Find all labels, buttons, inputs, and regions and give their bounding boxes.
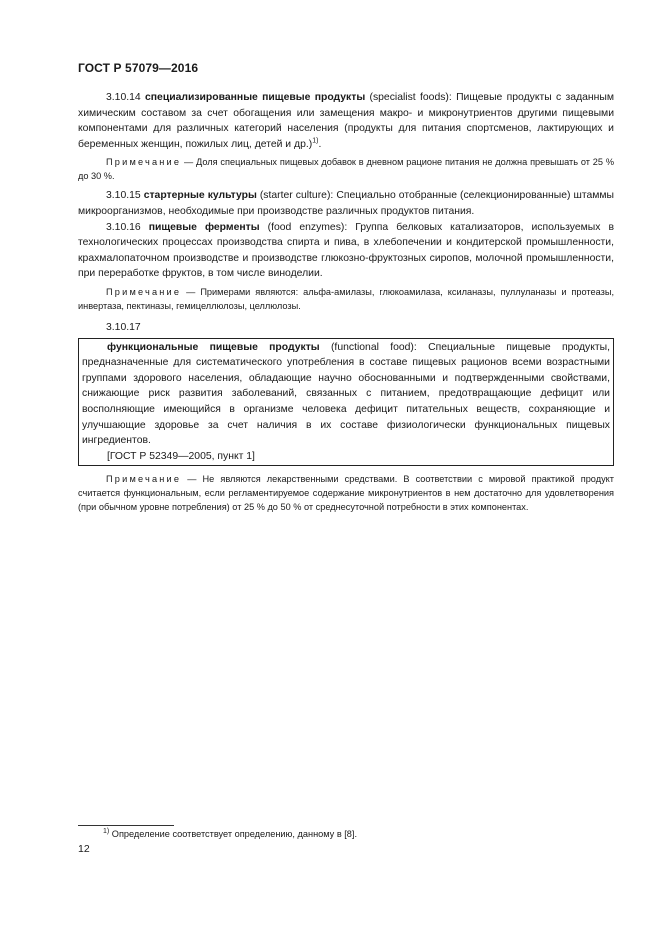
clause-definition: Специальные пищевые продукты, предназначенные для систематического употребления в составе пищевых рационов всеми возрастными группами здорового населения, обладающие научно обоснованными и подтвержденными свойствами, снижающие риск развития заболеваний, связанных с питанием, предотвращающие дефицит или восполняющие имеющийся в организме человека дефицит питательных веществ, сохраняющие и улучшающие здоровье за счет наличия в их составе физиологически функциональных пищевых ингредиентов. — [82, 341, 611, 447]
boxed-definition — [78, 338, 614, 467]
clause-english-term: (food enzymes): — [267, 221, 348, 233]
clause-3-10-17-number: 3.10.17 — [106, 321, 141, 333]
clause-end-period: . — [318, 138, 322, 150]
source-reference: [ГОСТ Р 52349—2005, пункт 1] — [107, 450, 255, 462]
note-label: Примечание — [106, 157, 182, 168]
note-3-10-16 — [78, 285, 614, 313]
clause-english-term: (specialist foods): — [369, 92, 452, 103]
footnote-reference[interactable]: 1) — [312, 137, 319, 145]
note-3-10-17 — [78, 472, 614, 514]
clause-3-10-15 — [78, 188, 614, 219]
clause-english-term: (starter culture): — [259, 190, 334, 202]
clause-number: 3.10.15 — [106, 190, 141, 202]
footnote-mark: 1) — [103, 827, 110, 835]
footnote-text: Определение соответствует определению, данному в [8]. — [111, 829, 358, 839]
clause-number: 3.10.14 — [106, 92, 141, 103]
footnote — [103, 829, 357, 839]
clause-term: специализированные пищевые продукты — [144, 92, 366, 103]
clause-definition: Пищевые продукты с заданным химическим составом за счет обогащения или замещения макро- и микронутриентов другими пищевыми компонентами для различных категорий населения (продукты для питания спортсменов, лактирующих и беременных женщин, пожилых лиц, детей и др.) — [78, 92, 615, 150]
footnote-separator — [78, 825, 174, 826]
document-header: ГОСТ Р 57079—2016 — [78, 61, 199, 75]
note-label: Примечание — [106, 286, 182, 297]
clause-3-10-14 — [78, 90, 614, 152]
clause-3-10-16 — [78, 220, 614, 282]
note-text: — Доля специальных пищевых добавок в дневном рационе питания не должна превышать от 25 % до 30 %. — [78, 157, 614, 182]
clause-term: функциональные пищевые продукты — [107, 341, 320, 353]
note-text: — Не являются лекарственными средствами. В соответствии с мировой практикой продукт считается функциональным, если регламентируемое содержание микронутриентов в нем достаточно для удовлетворения (при обычном уровне потребления) от 25 % до 50 % от среднесуточной потребности в этих компонентах. — [78, 474, 614, 513]
clause-definition: Группа белковых катализаторов, используемых в технологических процессах производства спирта и пива, в хлебопечении и кондитерской промышленности, крахмалопаточном производстве и производстве глюкозно-фруктозных сиропов, молочной промышленности, при переработке фруктов, в том числе виноделии. — [78, 221, 614, 280]
clause-term: стартерные культуры — [143, 190, 257, 202]
clause-term: пищевые ферменты — [148, 221, 260, 233]
page-number: 12 — [78, 843, 90, 855]
clause-3-10-17 — [82, 340, 610, 449]
note-3-10-14 — [78, 155, 614, 183]
clause-english-term: (functional food): — [330, 341, 417, 353]
clause-definition: Специально отобранные (селекционированные) штаммы микроорганизмов, необходимые при производстве различных продуктов питания. — [78, 190, 614, 217]
note-label: Примечание — [106, 474, 182, 485]
note-text: — Примерами являются: альфа-амилазы, глюкоамилаза, ксиланазы, пуллуланазы и протеазы, инвертаза, пектиназы, гемицеллюлозы, целлюлозы. — [78, 286, 615, 311]
clause-number: 3.10.16 — [106, 221, 141, 233]
document-body — [78, 90, 614, 514]
